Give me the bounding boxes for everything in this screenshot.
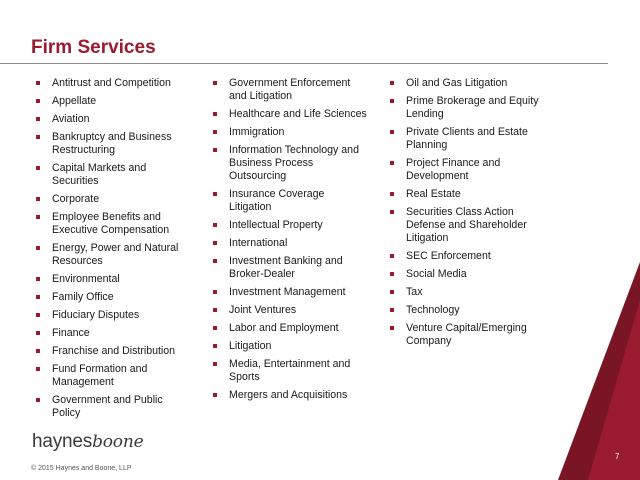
- service-item: Technology: [390, 304, 550, 317]
- service-item: Investment Banking and Broker-Dealer: [213, 255, 368, 281]
- service-item: Media, Entertainment and Sports: [213, 358, 368, 384]
- service-item: Immigration: [213, 126, 368, 139]
- copyright-notice: © 2015 Haynes and Boone, LLP: [31, 465, 132, 472]
- service-item: Aviation: [36, 113, 191, 126]
- service-item: Government Enforcement and Litigation: [213, 77, 368, 103]
- service-item: Labor and Employment: [213, 322, 368, 335]
- service-item: Securities Class Action Defense and Shareholder Litigation: [390, 206, 550, 245]
- service-item: Litigation: [213, 340, 368, 353]
- service-item: Environmental: [36, 273, 191, 286]
- service-item: International: [213, 237, 368, 250]
- service-item: Fund Formation and Management: [36, 363, 191, 389]
- service-item: Real Estate: [390, 188, 550, 201]
- service-item: Antitrust and Competition: [36, 77, 191, 90]
- service-item: Oil and Gas Litigation: [390, 77, 550, 90]
- service-item: Energy, Power and Natural Resources: [36, 242, 191, 268]
- service-item: Information Technology and Business Process Outsourcing: [213, 144, 368, 183]
- service-item: Corporate: [36, 193, 191, 206]
- page-title: Firm Services: [31, 37, 156, 58]
- service-item: Social Media: [390, 268, 550, 281]
- service-item: Capital Markets and Securities: [36, 162, 191, 188]
- services-column-2: [213, 77, 368, 407]
- service-item: Finance: [36, 327, 191, 340]
- service-item: Government and Public Policy: [36, 394, 191, 420]
- service-item: Appellate: [36, 95, 191, 108]
- service-item: Tax: [390, 286, 550, 299]
- service-item: Bankruptcy and Business Restructuring: [36, 131, 191, 157]
- page-number: 7: [615, 452, 620, 461]
- service-item: Employee Benefits and Executive Compensation: [36, 211, 191, 237]
- service-item: Family Office: [36, 291, 191, 304]
- services-column-3: [390, 77, 550, 353]
- title-divider: [0, 63, 608, 64]
- service-item: Intellectual Property: [213, 219, 368, 232]
- service-item: Investment Management: [213, 286, 368, 299]
- service-item: Prime Brokerage and Equity Lending: [390, 95, 550, 121]
- service-item: SEC Enforcement: [390, 250, 550, 263]
- haynesboone-logo: haynesboone: [32, 431, 144, 452]
- service-item: Venture Capital/Emerging Company: [390, 322, 550, 348]
- service-item: Healthcare and Life Sciences: [213, 108, 368, 121]
- service-item: Mergers and Acquisitions: [213, 389, 368, 402]
- services-column-1: [36, 77, 191, 425]
- service-item: Joint Ventures: [213, 304, 368, 317]
- service-item: Franchise and Distribution: [36, 345, 191, 358]
- service-item: Fiduciary Disputes: [36, 309, 191, 322]
- service-item: Insurance Coverage Litigation: [213, 188, 368, 214]
- service-item: Private Clients and Estate Planning: [390, 126, 550, 152]
- service-item: Project Finance and Development: [390, 157, 550, 183]
